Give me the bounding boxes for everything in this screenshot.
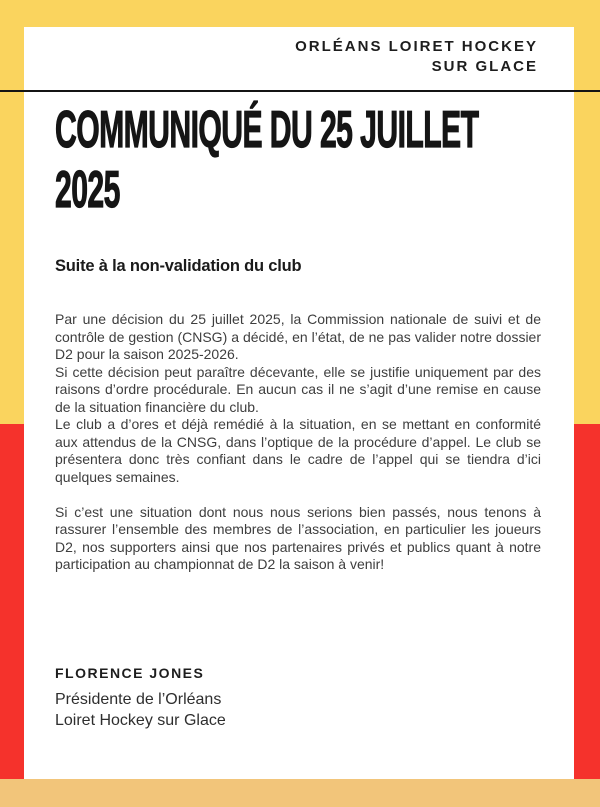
page-title bbox=[55, 100, 478, 220]
paragraph-rassurance: Si c’est une situation dont nous nous serions bien passés, nous tenons à rassurer l’ensemble des membres de l’association, en particulier les joueurs D2, nos supporters ainsi que nos partenaires privés et publics quant à notre participation au championnat de D2 la saison à venir! bbox=[55, 503, 541, 572]
signature-name: FLORENCE JONES bbox=[55, 665, 205, 681]
body-text bbox=[55, 311, 541, 574]
border-left-red bbox=[0, 424, 24, 779]
paragraph-decision: Par une décision du 25 juillet 2025, la Commission nationale de suivi et de contrôle de gestion (CNSG) a décidé, en l’état, de ne pas valider notre dossier D2 pour la saison 2025-2026. bbox=[55, 311, 541, 362]
border-bottom-tan bbox=[0, 779, 600, 807]
org-name-line1: ORLÉANS LOIRET HOCKEY bbox=[295, 38, 538, 55]
signature-role-line2: Loiret Hockey sur Glace bbox=[55, 712, 226, 729]
page-title-line2: 2025 bbox=[55, 161, 120, 219]
border-right-yellow bbox=[574, 27, 600, 424]
subtitle: Suite à la non-validation du club bbox=[55, 257, 302, 275]
border-right-red bbox=[574, 424, 600, 779]
paragraph-remede: Le club a d’ores et déjà remédié à la situation, en se mettant en conformité aux attendus de la CNSG, dans l’optique de la procédure d’appel. Le club se présentera donc très confiant dans le cadre de l’appel qui se tiendra d’ici quelques semaines. bbox=[55, 416, 541, 485]
divider-line bbox=[0, 90, 600, 92]
paragraph-justification: Si cette décision peut paraître décevante, elle se justifie uniquement par des raisons d’ordre procédurale. En aucun cas il ne s’agit d’une remise en cause de la situation financière du club. bbox=[55, 363, 541, 415]
signature-role-line1: Présidente de l’Orléans bbox=[55, 691, 222, 708]
border-top-yellow bbox=[0, 0, 600, 27]
signature-block bbox=[55, 665, 226, 731]
border-left-yellow bbox=[0, 27, 24, 424]
org-name bbox=[295, 37, 538, 77]
page-title-line1: COMMUNIQUÉ DU 25 JUILLET bbox=[55, 101, 479, 159]
org-name-line2: SUR GLACE bbox=[431, 58, 538, 75]
